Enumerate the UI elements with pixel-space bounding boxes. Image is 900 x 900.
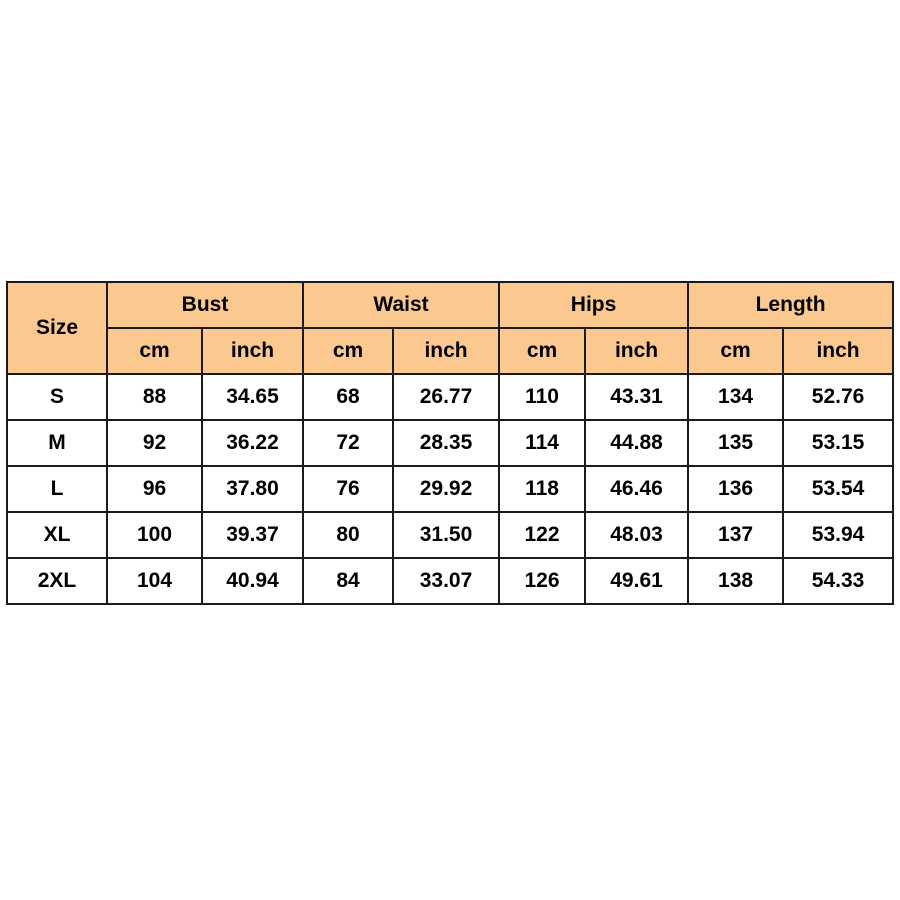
table-cell: 33.07: [393, 558, 499, 604]
table-cell: 40.94: [202, 558, 303, 604]
table-cell: 26.77: [393, 374, 499, 420]
group-header-waist: Waist: [303, 282, 499, 328]
unit-header: inch: [783, 328, 893, 374]
table-cell: 53.94: [783, 512, 893, 558]
table-cell: 39.37: [202, 512, 303, 558]
size-cell: M: [7, 420, 107, 466]
table-cell: 53.54: [783, 466, 893, 512]
group-header-length: Length: [688, 282, 893, 328]
table-cell: 48.03: [585, 512, 688, 558]
table-cell: 37.80: [202, 466, 303, 512]
table-cell: 49.61: [585, 558, 688, 604]
unit-header: cm: [303, 328, 393, 374]
size-header: Size: [7, 282, 107, 374]
table-cell: 29.92: [393, 466, 499, 512]
table-cell: 88: [107, 374, 202, 420]
header-row-groups: [7, 282, 893, 328]
group-header-bust: Bust: [107, 282, 303, 328]
table-row: [7, 374, 893, 420]
table-cell: 54.33: [783, 558, 893, 604]
table-cell: 28.35: [393, 420, 499, 466]
table-cell: 118: [499, 466, 585, 512]
size-cell: XL: [7, 512, 107, 558]
table-cell: 76: [303, 466, 393, 512]
header-row-units: [7, 328, 893, 374]
table-cell: 136: [688, 466, 783, 512]
table-cell: 110: [499, 374, 585, 420]
table-cell: 43.31: [585, 374, 688, 420]
table-cell: 114: [499, 420, 585, 466]
unit-header: inch: [585, 328, 688, 374]
table-cell: 68: [303, 374, 393, 420]
table-cell: 44.88: [585, 420, 688, 466]
table-row: [7, 420, 893, 466]
group-header-hips: Hips: [499, 282, 688, 328]
unit-header: cm: [688, 328, 783, 374]
table-cell: 31.50: [393, 512, 499, 558]
table-row: [7, 466, 893, 512]
table-cell: 36.22: [202, 420, 303, 466]
unit-header: inch: [202, 328, 303, 374]
table-cell: 137: [688, 512, 783, 558]
size-cell: 2XL: [7, 558, 107, 604]
unit-header: cm: [107, 328, 202, 374]
table-cell: 34.65: [202, 374, 303, 420]
table-row: [7, 512, 893, 558]
size-cell: L: [7, 466, 107, 512]
table-cell: 126: [499, 558, 585, 604]
table-cell: 100: [107, 512, 202, 558]
unit-header: inch: [393, 328, 499, 374]
table-row: [7, 558, 893, 604]
size-cell: S: [7, 374, 107, 420]
unit-header: cm: [499, 328, 585, 374]
table-cell: 135: [688, 420, 783, 466]
table-cell: 134: [688, 374, 783, 420]
table-cell: 53.15: [783, 420, 893, 466]
table-cell: 92: [107, 420, 202, 466]
table-cell: 104: [107, 558, 202, 604]
table-cell: 138: [688, 558, 783, 604]
table-cell: 72: [303, 420, 393, 466]
table-cell: 46.46: [585, 466, 688, 512]
size-chart-table: [6, 281, 894, 605]
table-cell: 96: [107, 466, 202, 512]
table-cell: 80: [303, 512, 393, 558]
table-cell: 122: [499, 512, 585, 558]
table-cell: 84: [303, 558, 393, 604]
table-cell: 52.76: [783, 374, 893, 420]
